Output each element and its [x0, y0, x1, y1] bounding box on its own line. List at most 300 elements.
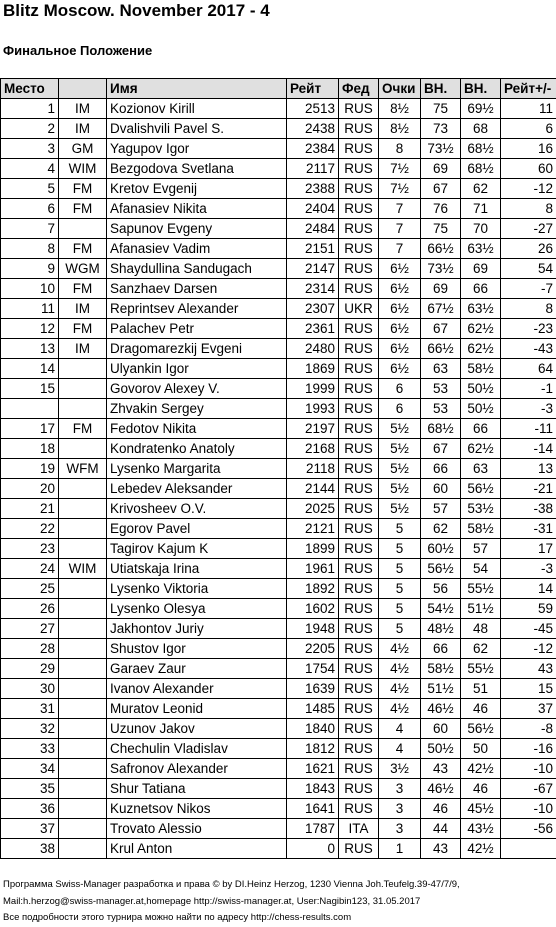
standings-table: [0, 78, 556, 859]
cell-tiebreak-1: 54½: [421, 599, 461, 619]
cell-tiebreak-1: 58½: [421, 659, 461, 679]
cell-rating-change: -10: [501, 759, 556, 779]
cell-rating-change: 43: [501, 659, 556, 679]
cell-federation: RUS: [339, 419, 379, 439]
cell-rating: 1812: [287, 739, 339, 759]
cell-tiebreak-1: 67: [421, 439, 461, 459]
cell-tiebreak-2: 63: [461, 459, 501, 479]
cell-federation: RUS: [339, 399, 379, 419]
header-tiebreak-2: ВН.: [461, 79, 501, 99]
header-federation: Фед: [339, 79, 379, 99]
cell-rating-change: 60: [501, 159, 556, 179]
cell-name: Lysenko Margarita: [107, 459, 287, 479]
cell-tiebreak-2: 50½: [461, 399, 501, 419]
page-title: Blitz Moscow. November 2017 - 4: [3, 1, 270, 20]
cell-rating: 2197: [287, 419, 339, 439]
cell-name: Reprintsev Alexander: [107, 299, 287, 319]
cell-place: 11: [1, 299, 59, 319]
cell-federation: RUS: [339, 759, 379, 779]
footer-line-1: Программа Swiss-Manager разработка и права © by DI.Heinz Herzog, 1230 Vienna Joh.Teufelg.39-47/7/9,: [3, 879, 460, 890]
cell-place: 26: [1, 599, 59, 619]
cell-rating-change: -7: [501, 279, 556, 299]
cell-tiebreak-2: 42½: [461, 759, 501, 779]
cell-title: FM: [59, 419, 107, 439]
cell-points: 7½: [379, 159, 421, 179]
cell-rating: 1787: [287, 819, 339, 839]
cell-federation: RUS: [339, 119, 379, 139]
cell-rating: 1899: [287, 539, 339, 559]
cell-rating: 2118: [287, 459, 339, 479]
cell-tiebreak-1: 67: [421, 319, 461, 339]
cell-rating-change: -67: [501, 779, 556, 799]
cell-rating: 1621: [287, 759, 339, 779]
cell-place: 30: [1, 679, 59, 699]
table-row: [1, 619, 556, 639]
cell-rating-change: 8: [501, 199, 556, 219]
cell-tiebreak-2: 63½: [461, 299, 501, 319]
cell-tiebreak-1: 69: [421, 279, 461, 299]
cell-points: 6½: [379, 359, 421, 379]
cell-place: 35: [1, 779, 59, 799]
table-row: [1, 499, 556, 519]
cell-rating: 2480: [287, 339, 339, 359]
cell-tiebreak-2: 71: [461, 199, 501, 219]
table-row: [1, 439, 556, 459]
cell-tiebreak-2: 54: [461, 559, 501, 579]
cell-rating-change: -3: [501, 559, 556, 579]
cell-rating: 2484: [287, 219, 339, 239]
cell-name: Bezgodova Svetlana: [107, 159, 287, 179]
cell-place: 9: [1, 259, 59, 279]
cell-federation: RUS: [339, 639, 379, 659]
cell-tiebreak-2: 51: [461, 679, 501, 699]
cell-tiebreak-2: 46: [461, 779, 501, 799]
cell-title: [59, 679, 107, 699]
cell-rating-change: -14: [501, 439, 556, 459]
cell-title: [59, 639, 107, 659]
table-row: [1, 179, 556, 199]
cell-tiebreak-2: 58½: [461, 519, 501, 539]
cell-name: Afanasiev Nikita: [107, 199, 287, 219]
table-row: [1, 559, 556, 579]
cell-tiebreak-1: 66: [421, 639, 461, 659]
cell-tiebreak-2: 62½: [461, 439, 501, 459]
cell-rating: 2168: [287, 439, 339, 459]
cell-points: 8: [379, 139, 421, 159]
cell-title: IM: [59, 119, 107, 139]
cell-tiebreak-1: 46½: [421, 779, 461, 799]
cell-tiebreak-2: 63½: [461, 239, 501, 259]
cell-rating: 2205: [287, 639, 339, 659]
cell-tiebreak-2: 43½: [461, 819, 501, 839]
cell-rating: 2314: [287, 279, 339, 299]
cell-title: WIM: [59, 559, 107, 579]
cell-federation: RUS: [339, 559, 379, 579]
cell-rating-change: 8: [501, 299, 556, 319]
cell-points: 7: [379, 239, 421, 259]
cell-title: [59, 779, 107, 799]
cell-rating-change: -23: [501, 319, 556, 339]
cell-place: 1: [1, 99, 59, 119]
cell-rating-change: 16: [501, 139, 556, 159]
table-row: [1, 739, 556, 759]
cell-place: 4: [1, 159, 59, 179]
cell-place: 24: [1, 559, 59, 579]
cell-points: 5: [379, 619, 421, 639]
table-row: [1, 719, 556, 739]
cell-rating-change: 37: [501, 699, 556, 719]
cell-place: 12: [1, 319, 59, 339]
cell-rating: 1869: [287, 359, 339, 379]
cell-federation: ITA: [339, 819, 379, 839]
cell-title: IM: [59, 299, 107, 319]
table-row: [1, 99, 556, 119]
table-row: [1, 139, 556, 159]
header-rating-change: Рейт+/-: [501, 79, 556, 99]
cell-tiebreak-1: 56½: [421, 559, 461, 579]
cell-name: Ulyankin Igor: [107, 359, 287, 379]
cell-place: 29: [1, 659, 59, 679]
cell-place: 19: [1, 459, 59, 479]
cell-rating-change: 11: [501, 99, 556, 119]
cell-name: Shaydullina Sandugach: [107, 259, 287, 279]
cell-place: 36: [1, 799, 59, 819]
table-row: [1, 639, 556, 659]
cell-place: 13: [1, 339, 59, 359]
cell-tiebreak-2: 58½: [461, 359, 501, 379]
cell-points: 7½: [379, 179, 421, 199]
cell-name: Dragomarezkij Evgeni: [107, 339, 287, 359]
cell-points: 5: [379, 519, 421, 539]
cell-federation: RUS: [339, 739, 379, 759]
cell-name: Dvalishvili Pavel S.: [107, 119, 287, 139]
cell-title: [59, 379, 107, 399]
cell-place: 38: [1, 839, 59, 859]
cell-place: 34: [1, 759, 59, 779]
cell-federation: RUS: [339, 99, 379, 119]
cell-rating: 0: [287, 839, 339, 859]
cell-tiebreak-1: 57: [421, 499, 461, 519]
cell-points: 5: [379, 559, 421, 579]
cell-title: [59, 359, 107, 379]
cell-name: Afanasiev Vadim: [107, 239, 287, 259]
footer-line-3: Все подробности этого турнира можно найти по адресу http://chess-results.com: [3, 912, 352, 923]
cell-federation: RUS: [339, 839, 379, 859]
cell-tiebreak-1: 46½: [421, 699, 461, 719]
cell-tiebreak-1: 43: [421, 839, 461, 859]
cell-rating-change: -45: [501, 619, 556, 639]
cell-rating-change: 6: [501, 119, 556, 139]
cell-rating-change: -12: [501, 639, 556, 659]
cell-rating-change: -10: [501, 799, 556, 819]
cell-points: 1: [379, 839, 421, 859]
cell-name: Safronov Alexander: [107, 759, 287, 779]
table-row: [1, 419, 556, 439]
cell-rating: 2147: [287, 259, 339, 279]
cell-tiebreak-1: 66½: [421, 339, 461, 359]
cell-name: Lebedev Aleksander: [107, 479, 287, 499]
cell-tiebreak-2: 53½: [461, 499, 501, 519]
cell-place: 23: [1, 539, 59, 559]
cell-federation: RUS: [339, 379, 379, 399]
cell-place: 31: [1, 699, 59, 719]
cell-points: 5½: [379, 479, 421, 499]
page-subtitle: Финальное Положение: [3, 43, 153, 58]
table-row: [1, 839, 556, 859]
table-row: [1, 459, 556, 479]
cell-name: Govorov Alexey V.: [107, 379, 287, 399]
header-title: [59, 79, 107, 99]
cell-points: 3: [379, 779, 421, 799]
cell-rating-change: 13: [501, 459, 556, 479]
cell-rating: 1639: [287, 679, 339, 699]
cell-points: 7: [379, 219, 421, 239]
cell-rating-change: [501, 839, 556, 859]
header-place: Место: [1, 79, 59, 99]
cell-federation: RUS: [339, 579, 379, 599]
cell-points: 3½: [379, 759, 421, 779]
cell-tiebreak-1: 60½: [421, 539, 461, 559]
cell-place: 18: [1, 439, 59, 459]
cell-name: Utiatskaja Irina: [107, 559, 287, 579]
cell-tiebreak-2: 62: [461, 179, 501, 199]
cell-points: 6½: [379, 259, 421, 279]
cell-points: 6: [379, 379, 421, 399]
cell-rating-change: 17: [501, 539, 556, 559]
cell-federation: RUS: [339, 539, 379, 559]
cell-name: Kozionov Kirill: [107, 99, 287, 119]
cell-rating: 2144: [287, 479, 339, 499]
cell-place: 25: [1, 579, 59, 599]
table-row: [1, 479, 556, 499]
cell-points: 4: [379, 719, 421, 739]
cell-place: 37: [1, 819, 59, 839]
cell-title: [59, 519, 107, 539]
cell-rating-change: -38: [501, 499, 556, 519]
cell-tiebreak-1: 67½: [421, 299, 461, 319]
cell-name: Lysenko Olesya: [107, 599, 287, 619]
cell-title: [59, 759, 107, 779]
table-row: [1, 299, 556, 319]
cell-federation: RUS: [339, 499, 379, 519]
table-row: [1, 799, 556, 819]
table-row: [1, 239, 556, 259]
cell-tiebreak-1: 62: [421, 519, 461, 539]
cell-rating: 1843: [287, 779, 339, 799]
cell-title: [59, 799, 107, 819]
cell-tiebreak-2: 50½: [461, 379, 501, 399]
table-row: [1, 159, 556, 179]
cell-federation: RUS: [339, 319, 379, 339]
cell-place: 22: [1, 519, 59, 539]
cell-rating: 1485: [287, 699, 339, 719]
cell-federation: RUS: [339, 599, 379, 619]
cell-title: [59, 579, 107, 599]
cell-federation: RUS: [339, 179, 379, 199]
cell-rating: 1840: [287, 719, 339, 739]
cell-name: Krivosheev O.V.: [107, 499, 287, 519]
cell-federation: RUS: [339, 139, 379, 159]
cell-rating: 1948: [287, 619, 339, 639]
cell-points: 3: [379, 799, 421, 819]
cell-name: Kretov Evgenij: [107, 179, 287, 199]
cell-federation: UKR: [339, 299, 379, 319]
cell-tiebreak-1: 44: [421, 819, 461, 839]
cell-rating-change: 15: [501, 679, 556, 699]
table-row: [1, 119, 556, 139]
cell-rating: 1993: [287, 399, 339, 419]
table-row: [1, 759, 556, 779]
cell-title: [59, 699, 107, 719]
cell-rating-change: -16: [501, 739, 556, 759]
cell-points: 3: [379, 819, 421, 839]
cell-title: [59, 439, 107, 459]
table-row: [1, 539, 556, 559]
cell-rating: 2117: [287, 159, 339, 179]
cell-tiebreak-2: 42½: [461, 839, 501, 859]
cell-points: 5½: [379, 459, 421, 479]
cell-points: 4½: [379, 699, 421, 719]
cell-place: 10: [1, 279, 59, 299]
table-row: [1, 379, 556, 399]
cell-name: Muratov Leonid: [107, 699, 287, 719]
cell-rating: 1602: [287, 599, 339, 619]
cell-tiebreak-2: 51½: [461, 599, 501, 619]
cell-tiebreak-2: 62: [461, 639, 501, 659]
cell-name: Lysenko Viktoria: [107, 579, 287, 599]
table-row: [1, 659, 556, 679]
cell-federation: RUS: [339, 239, 379, 259]
cell-title: FM: [59, 279, 107, 299]
cell-tiebreak-1: 66: [421, 459, 461, 479]
cell-place: 15: [1, 379, 59, 399]
header-tiebreak-1: ВН.: [421, 79, 461, 99]
cell-rating-change: -12: [501, 179, 556, 199]
cell-tiebreak-1: 67: [421, 179, 461, 199]
cell-federation: RUS: [339, 799, 379, 819]
cell-title: [59, 219, 107, 239]
cell-tiebreak-1: 43: [421, 759, 461, 779]
cell-rating-change: -31: [501, 519, 556, 539]
cell-name: Yagupov Igor: [107, 139, 287, 159]
table-row: [1, 819, 556, 839]
cell-rating: 2513: [287, 99, 339, 119]
cell-place: 27: [1, 619, 59, 639]
cell-name: Sanzhaev Darsen: [107, 279, 287, 299]
cell-federation: RUS: [339, 699, 379, 719]
cell-title: [59, 539, 107, 559]
cell-tiebreak-1: 73: [421, 119, 461, 139]
cell-tiebreak-2: 68: [461, 119, 501, 139]
cell-points: 7: [379, 199, 421, 219]
table-row: [1, 199, 556, 219]
cell-federation: RUS: [339, 199, 379, 219]
cell-rating: 2025: [287, 499, 339, 519]
cell-name: Garaev Zaur: [107, 659, 287, 679]
cell-rating-change: -43: [501, 339, 556, 359]
cell-federation: RUS: [339, 359, 379, 379]
cell-tiebreak-1: 46: [421, 799, 461, 819]
cell-rating-change: -27: [501, 219, 556, 239]
cell-rating-change: 26: [501, 239, 556, 259]
cell-title: FM: [59, 319, 107, 339]
cell-tiebreak-2: 48: [461, 619, 501, 639]
cell-rating-change: 59: [501, 599, 556, 619]
cell-rating: 2388: [287, 179, 339, 199]
cell-points: 4: [379, 739, 421, 759]
cell-points: 5: [379, 579, 421, 599]
cell-tiebreak-1: 50½: [421, 739, 461, 759]
cell-tiebreak-2: 68½: [461, 139, 501, 159]
cell-federation: RUS: [339, 459, 379, 479]
cell-rating-change: 14: [501, 579, 556, 599]
header-rating: Рейт: [287, 79, 339, 99]
cell-tiebreak-1: 53: [421, 399, 461, 419]
cell-points: 6½: [379, 299, 421, 319]
cell-place: 2: [1, 119, 59, 139]
cell-title: WGM: [59, 259, 107, 279]
cell-name: Kondratenko Anatoly: [107, 439, 287, 459]
table-header-row: [1, 79, 556, 99]
cell-points: 8½: [379, 99, 421, 119]
cell-title: WFM: [59, 459, 107, 479]
cell-name: Uzunov Jakov: [107, 719, 287, 739]
cell-tiebreak-2: 66: [461, 279, 501, 299]
cell-tiebreak-2: 50: [461, 739, 501, 759]
table-row: [1, 359, 556, 379]
cell-points: 5: [379, 539, 421, 559]
cell-rating: 2438: [287, 119, 339, 139]
cell-tiebreak-2: 70: [461, 219, 501, 239]
cell-place: 5: [1, 179, 59, 199]
cell-title: IM: [59, 99, 107, 119]
cell-tiebreak-2: 66: [461, 419, 501, 439]
cell-tiebreak-2: 56½: [461, 719, 501, 739]
cell-rating-change: 64: [501, 359, 556, 379]
cell-points: 6: [379, 399, 421, 419]
cell-tiebreak-1: 48½: [421, 619, 461, 639]
cell-federation: RUS: [339, 279, 379, 299]
table-row: [1, 519, 556, 539]
cell-place: 32: [1, 719, 59, 739]
cell-federation: RUS: [339, 779, 379, 799]
cell-rating: 1892: [287, 579, 339, 599]
cell-federation: RUS: [339, 659, 379, 679]
footer-line-2: Mail:h.herzog@swiss-manager.at,homepage http://swiss-manager.at, User:Nagibin123, 31.05.2017: [3, 896, 421, 907]
cell-rating: 1961: [287, 559, 339, 579]
cell-name: Shur Tatiana: [107, 779, 287, 799]
cell-name: Fedotov Nikita: [107, 419, 287, 439]
cell-points: 5: [379, 599, 421, 619]
cell-tiebreak-2: 69½: [461, 99, 501, 119]
cell-title: [59, 659, 107, 679]
cell-tiebreak-2: 62½: [461, 319, 501, 339]
cell-tiebreak-1: 68½: [421, 419, 461, 439]
cell-tiebreak-1: 73½: [421, 139, 461, 159]
cell-rating: 2384: [287, 139, 339, 159]
cell-place: 20: [1, 479, 59, 499]
cell-points: 8½: [379, 119, 421, 139]
cell-federation: RUS: [339, 219, 379, 239]
cell-tiebreak-1: 76: [421, 199, 461, 219]
cell-rating: 1999: [287, 379, 339, 399]
cell-name: Ivanov Alexander: [107, 679, 287, 699]
cell-tiebreak-1: 60: [421, 479, 461, 499]
cell-points: 5½: [379, 419, 421, 439]
cell-tiebreak-2: 56½: [461, 479, 501, 499]
cell-tiebreak-2: 55½: [461, 579, 501, 599]
cell-name: Sapunov Evgeny: [107, 219, 287, 239]
